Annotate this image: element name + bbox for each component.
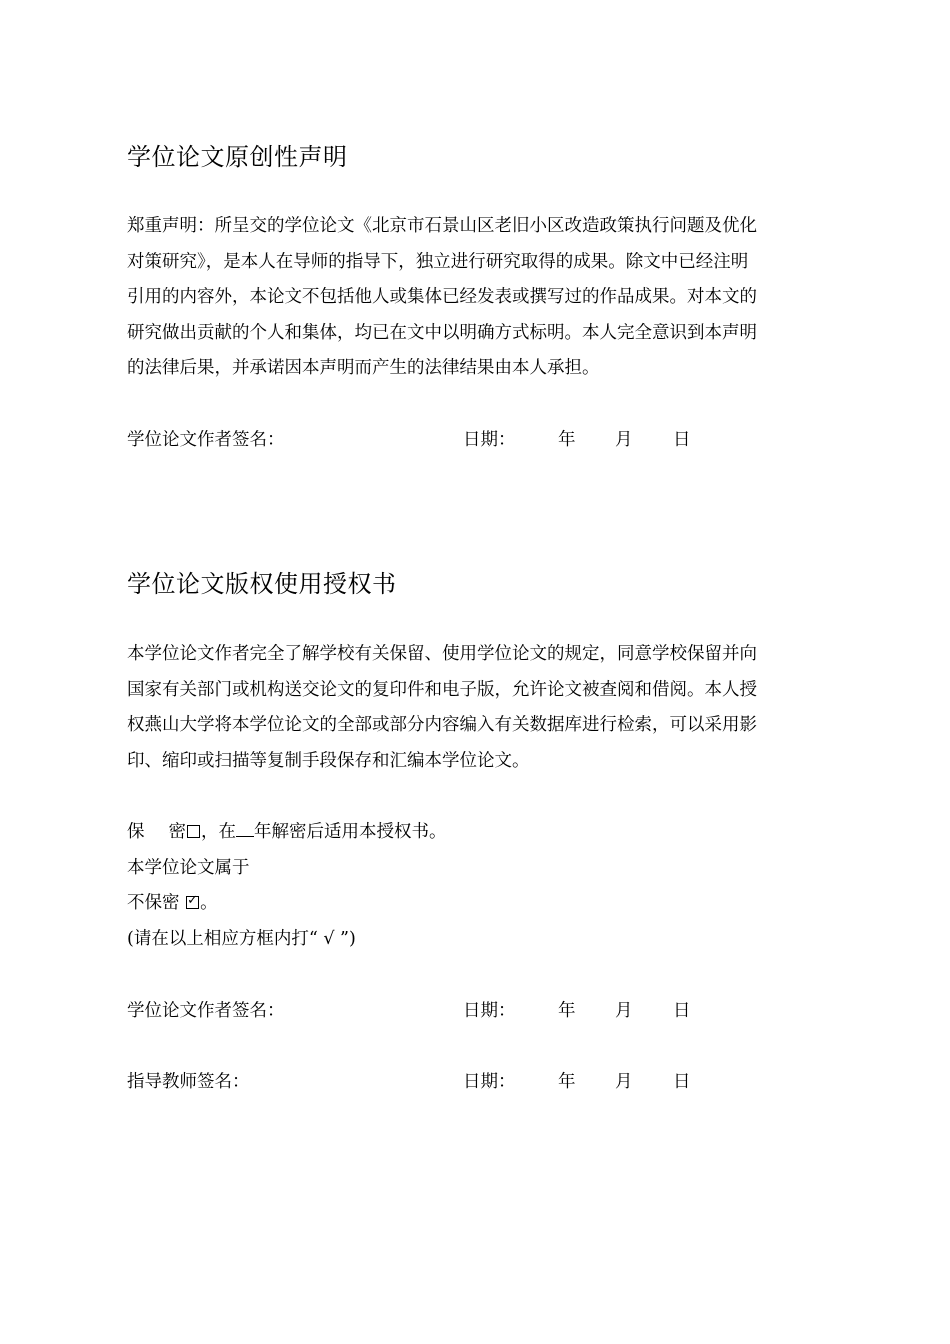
authorization-line: 国家有关部门或机构送交论文的复印件和电子版，允许论文被查阅和借阅。本人授 [127, 679, 757, 700]
authorization-line: 权燕山大学将本学位论文的全部或部分内容编入有关数据库进行检索，可以采用影 [127, 715, 757, 735]
declaration-line: 的法律后果，并承诺因本声明而产生的法律结果由本人承担。 [127, 358, 600, 378]
confidential-checkbox[interactable] [187, 825, 200, 838]
years-blank[interactable] [236, 822, 254, 837]
declaration-line: 对策研究》，是本人在导师的指导下，独立进行研究取得的成果。除文中已经注明 [127, 251, 749, 272]
date-label: 日期： [463, 1072, 516, 1092]
author-signature-label: 学位论文作者签名： [127, 1001, 285, 1021]
declaration-title: 学位论文原创性声明 [127, 143, 348, 171]
month-label: 月 [615, 1001, 633, 1021]
date-label: 日期： [463, 430, 516, 450]
non-confidential-checkbox[interactable] [186, 893, 199, 909]
declaration-paragraph [127, 209, 827, 387]
declaration-line: 引用的内容外，本论文不包括他人或集体已经发表或撰写过的作品成果。对本文的 [127, 287, 757, 307]
confidential-label-part1: 保 [127, 822, 145, 842]
year-label: 年 [558, 430, 576, 450]
confidential-label-part2: 密 [168, 822, 186, 842]
year-label: 年 [558, 1001, 576, 1021]
confidential-option [127, 820, 447, 844]
authorization-line: 印、缩印或扫描等复制手段保存和汇编本学位论文。 [127, 750, 530, 771]
declaration-line: 郑重声明：所呈交的学位论文《北京市石景山区老旧小区改造政策执行问题及优化 [127, 216, 757, 236]
author-signature-label: 学位论文作者签名： [127, 430, 285, 450]
authorization-line: 本学位论文作者完全了解学校有关保留、使用学位论文的规定，同意学校保留并向 [127, 644, 757, 664]
day-label: 日 [673, 1001, 691, 1021]
non-confidential-suffix: 。 [200, 893, 218, 913]
checkmark-icon: ✓ [187, 893, 198, 908]
instruction-note: (请在以上相应方框内打“ √ ”) [127, 929, 356, 949]
declaration-signature-row [127, 428, 727, 452]
authorization-title: 学位论文版权使用授权书 [127, 570, 397, 598]
authorization-paragraph [127, 637, 827, 779]
day-label: 日 [673, 430, 691, 450]
month-label: 月 [615, 1072, 633, 1092]
non-confidential-label: 不保密 [127, 893, 180, 913]
confidential-suffix-a: ，在 [201, 822, 236, 842]
advisor-signature-row [127, 1070, 727, 1094]
non-confidential-option [127, 891, 218, 915]
month-label: 月 [615, 430, 633, 450]
declaration-line: 研究做出贡献的个人和集体，均已在文中以明确方式标明。本人完全意识到本声明 [127, 322, 757, 343]
advisor-signature-label: 指导教师签名： [127, 1072, 250, 1092]
belongs-label: 本学位论文属于 [127, 858, 250, 878]
date-label: 日期： [463, 1001, 516, 1021]
day-label: 日 [673, 1072, 691, 1092]
year-label: 年 [558, 1072, 576, 1092]
confidential-suffix-b: 年解密后适用本授权书。 [254, 822, 447, 842]
authorization-author-signature-row [127, 999, 727, 1023]
